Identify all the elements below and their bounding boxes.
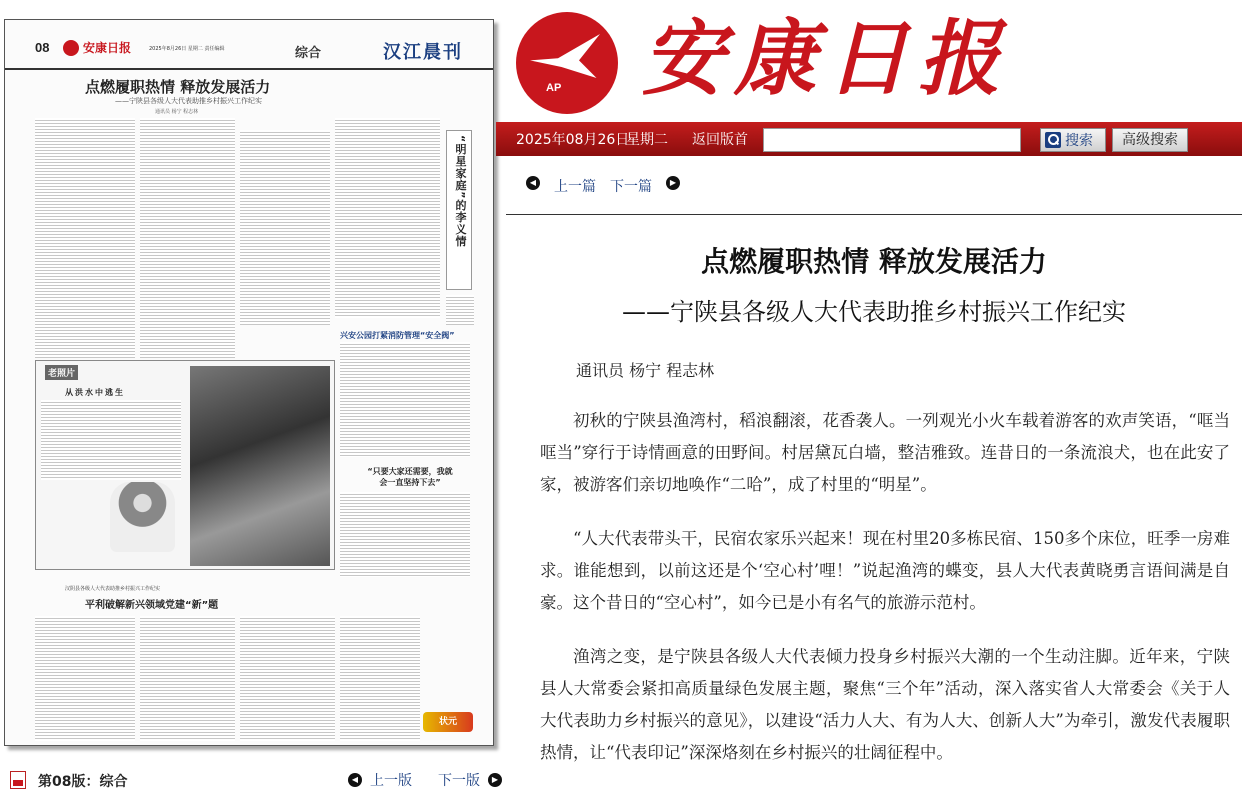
thumbnail-text-column[interactable] (240, 616, 335, 741)
article-paragraph: 渔湾之变，是宁陕县各级人大代表倾力投身乡村振兴大潮的一个生动注脚。近年来，宁陕县人大常委会紧扣高质量绿色发展主题，聚焦“三个年”活动，深入落实省人大常委会《关于人大代表助力乡村振兴的意见》，以建设“活力人大、有为人大、创新人大”为牵引，激发代表履职热情，让“代表印记”深深烙刻在乡村振兴的壮阔征程中。 (540, 647, 1230, 762)
thumbnail-article-title[interactable]: 点燃履职热情 释放发展活力 (85, 78, 271, 96)
next-article-link[interactable]: 下一篇 (610, 179, 652, 195)
thumbnail-text-column[interactable] (140, 118, 235, 358)
issue-date: 2025年08月26日 (516, 132, 630, 148)
toolbar (496, 122, 1242, 156)
article-paragraph: 初秋的宁陕县渔湾村，稻浪翻滚，花香袭人。一列观光小火车载着游客的欢声笑语，“哐当哐当”穿行于诗情画意的田野间。村居黛瓦白墙，整洁雅致。连昔日的一条流浪犬，也在此安了家，被游客们亲切地唤作“二哈”，成了村里的“明星”。 (540, 411, 1230, 494)
thumbnail-header (5, 20, 493, 70)
thumbnail-photo-title: 从洪水中逃生 (65, 388, 125, 397)
back-to-front-link[interactable]: 返回版首 (692, 132, 748, 148)
search-input[interactable] (763, 128, 1021, 152)
thumbnail-date: 2025年8月26日 星期二 责任编辑 (149, 46, 225, 52)
divider (506, 214, 1242, 215)
thumbnail-quote-title[interactable]: “只要大家还需要，我就会一直坚持下去” (367, 467, 453, 487)
page-thumbnail[interactable] (4, 19, 494, 746)
prev-article-link[interactable]: 上一篇 (554, 179, 596, 195)
thumbnail-text-column[interactable] (446, 295, 474, 325)
article-nav (526, 176, 680, 196)
next-page-label: 下一版 (438, 773, 480, 789)
thumbnail-box-title[interactable]: 兴安公园打紧消防管理“安全阀” (340, 331, 455, 340)
arrow-right-icon[interactable]: ▶ (666, 176, 680, 190)
logo-icon (516, 12, 618, 114)
page-thumbnail-panel (0, 0, 510, 797)
thumbnail-text-column[interactable] (340, 492, 470, 577)
thumbnail-bottom-kicker: 汉阴县各级人大代表助推乡村振兴工作纪实 (65, 586, 161, 592)
thumbnail-text-column[interactable] (340, 342, 470, 457)
search-button[interactable] (1040, 128, 1106, 152)
thumbnail-text-column[interactable] (35, 616, 135, 741)
article-byline: 通讯员 杨宁 程志林 (576, 361, 715, 380)
page-label: 第08版：综合 (38, 774, 128, 790)
thumbnail-badge: 状元 (423, 712, 473, 732)
thumbnail-page-number: 08 (35, 40, 50, 55)
article-subtitle: ——宁陕县各级人大代表助推乡村振兴工作纪实 (622, 298, 1126, 326)
thumbnail-paper-name: 安康日报 (83, 41, 132, 55)
thumbnail-text-column[interactable] (240, 130, 330, 325)
thumbnail-text-column[interactable] (140, 616, 235, 741)
thumbnail-article-byline: 通讯员 杨宁 程志林 (155, 109, 199, 115)
issue-weekday: 星期二 (626, 132, 668, 148)
thumbnail-text-column (41, 400, 181, 480)
masthead-title: 安康日报 (642, 11, 1010, 107)
arrow-left-icon[interactable]: ◀ (526, 176, 540, 190)
prev-page-label: 上一版 (370, 773, 412, 789)
article-body (540, 405, 1230, 791)
thumbnail-section: 综合 (295, 46, 322, 61)
thumbnail-photo-label: 老照片 (45, 365, 78, 380)
prev-page-button[interactable] (348, 770, 412, 790)
thumbnail-portrait-image (110, 482, 175, 552)
thumbnail-side-column-title[interactable]: “明星家庭”的李义情 (446, 130, 472, 290)
page-footer (0, 765, 510, 795)
thumbnail-logo-icon (63, 40, 79, 56)
thumbnail-text-column[interactable] (35, 118, 135, 358)
search-button-label: 搜索 (1065, 133, 1093, 149)
thumbnail-text-column[interactable] (335, 118, 440, 318)
pdf-icon[interactable] (10, 771, 26, 789)
next-page-button[interactable] (438, 770, 502, 790)
thumbnail-flood-photo (190, 366, 330, 566)
thumbnail-masthead: 汉江晨刊 (383, 42, 463, 63)
search-icon (1045, 132, 1061, 148)
article-title: 点燃履职热情 释放发展活力 (701, 245, 1047, 278)
thumbnail-article-subtitle: ——宁陕县各级人大代表助推乡村振兴工作纪实 (115, 97, 262, 105)
bird-icon (530, 34, 600, 78)
arrow-left-icon: ◀ (348, 773, 362, 787)
article-paragraph: “人大代表带头干，民宿农家乐兴起来！现在村里20多栋民宿、150多个床位，旺季一房难求。谁能想到，以前这还是个‘空心村’哩！”说起渔湾的蝶变，县人大代表黄晓勇言语间满是自豪。这个昔日的“空心村”，如今已是小有名气的旅游示范村。 (540, 529, 1230, 612)
thumbnail-text-column[interactable] (340, 616, 420, 741)
advanced-search-button[interactable]: 高级搜索 (1112, 128, 1188, 152)
thumbnail-bottom-headline[interactable]: 平利破解新兴领域党建“新”题 (85, 600, 219, 611)
logo-text: AP (546, 82, 562, 94)
arrow-right-icon: ▶ (488, 773, 502, 787)
